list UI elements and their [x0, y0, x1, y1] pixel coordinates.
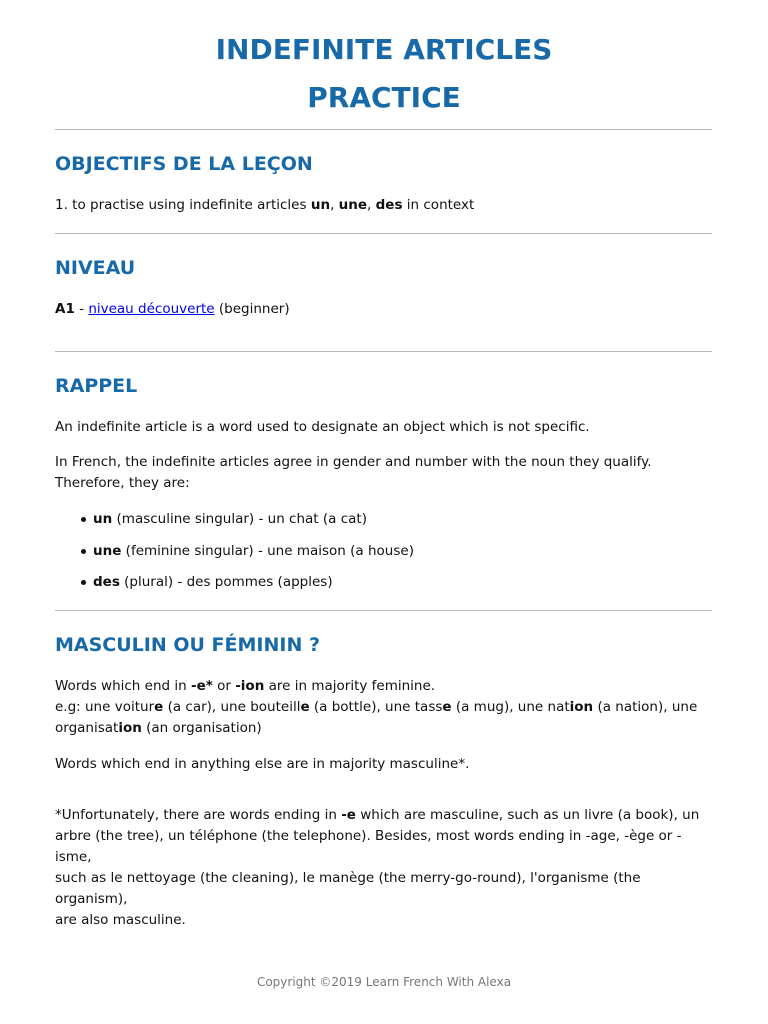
list-term: un	[93, 511, 113, 527]
text-run: arbre (the tree), un téléphone (the telephone). Besides, most words ending in -age, -ège or -isme,	[55, 828, 682, 865]
ending-ion: ion	[118, 720, 142, 736]
level-code: A1	[55, 301, 75, 317]
article-un: un	[310, 197, 331, 213]
separator: ,	[330, 197, 339, 213]
text-run: or	[212, 678, 236, 694]
rappel-heading: RAPPEL	[55, 375, 138, 397]
ending-e: e	[154, 699, 164, 715]
masculin-paragraph-1	[55, 676, 712, 739]
list-term: des	[93, 574, 120, 590]
text-run: e.g: une voitur	[55, 699, 155, 715]
rappel-paragraph-2	[55, 452, 712, 494]
text-run: *Unfortunately, there are words ending in	[55, 807, 342, 823]
masculin-paragraph-2: Words which end in anything else are in majority masculine*.	[55, 756, 470, 772]
rappel-paragraph-1: An indefinite article is a word used to designate an object which is not specific.	[55, 419, 590, 435]
separator: -	[74, 301, 89, 317]
text-run: (a mug), une nat	[451, 699, 570, 715]
ending-e: e	[442, 699, 452, 715]
rappel-p2-line2: Therefore, they are:	[55, 475, 190, 491]
list-term: une	[93, 542, 122, 559]
separator: ,	[367, 197, 376, 213]
niveau-suffix: (beginner)	[214, 301, 290, 317]
article-list	[55, 509, 414, 604]
divider	[55, 129, 712, 130]
title-line-1: INDEFINITE ARTICLES	[215, 33, 553, 66]
ending-ion: ion	[569, 699, 594, 715]
list-desc: (plural) - des pommes (apples)	[119, 574, 333, 590]
ending-e: -e*	[190, 678, 213, 694]
list-desc: (masculine singular) - un chat (a cat)	[112, 511, 367, 527]
text-run: (an organisation)	[141, 720, 262, 736]
title-line-2: PRACTICE	[307, 81, 461, 114]
divider	[55, 351, 712, 352]
ending-e: -e	[341, 807, 356, 823]
list-item	[55, 509, 414, 541]
objectifs-suffix: in context	[402, 197, 475, 213]
list-item	[55, 541, 414, 573]
text-run: (a car), une bouteill	[163, 699, 301, 715]
niveau-link[interactable]: niveau découverte	[88, 301, 215, 317]
divider	[55, 610, 712, 611]
article-une: une	[338, 197, 368, 213]
niveau-text	[55, 299, 712, 320]
text-run: (a bottle), une tass	[309, 699, 443, 715]
text-run: (a nation), une	[593, 699, 698, 715]
text-run: which are masculine, such as un livre (a book), un	[355, 807, 700, 823]
masculin-footnote	[55, 805, 712, 931]
text-run: such as le nettoyage (the cleaning), le manège (the merry-go-round), l'organisme (the organism),	[55, 870, 641, 907]
copyright-footer: Copyright ©2019 Learn French With Alexa	[256, 975, 512, 989]
text-run: Words which end in	[55, 678, 191, 694]
article-des: des	[375, 197, 403, 213]
rappel-p2-line1: In French, the indefinite articles agree in gender and number with the noun they qualify.	[55, 454, 652, 470]
masculin-heading: MASCULIN OU FÉMININ ?	[55, 634, 320, 656]
text-run: organisat	[55, 720, 119, 736]
objectifs-heading: OBJECTIFS DE LA LEÇON	[55, 153, 313, 175]
list-desc: (feminine singular) - une maison (a house)	[121, 542, 414, 559]
objectifs-prefix: 1. to practise using indefinite articles	[55, 197, 311, 213]
niveau-heading: NIVEAU	[55, 257, 136, 279]
text-run: are also masculine.	[55, 912, 186, 928]
divider	[55, 233, 712, 234]
objectifs-text	[55, 195, 712, 216]
ending-e: e	[300, 699, 310, 715]
list-item	[55, 572, 414, 604]
ending-ion: -ion	[235, 678, 265, 694]
page-title	[0, 26, 768, 122]
text-run: are in majority feminine.	[264, 678, 436, 694]
